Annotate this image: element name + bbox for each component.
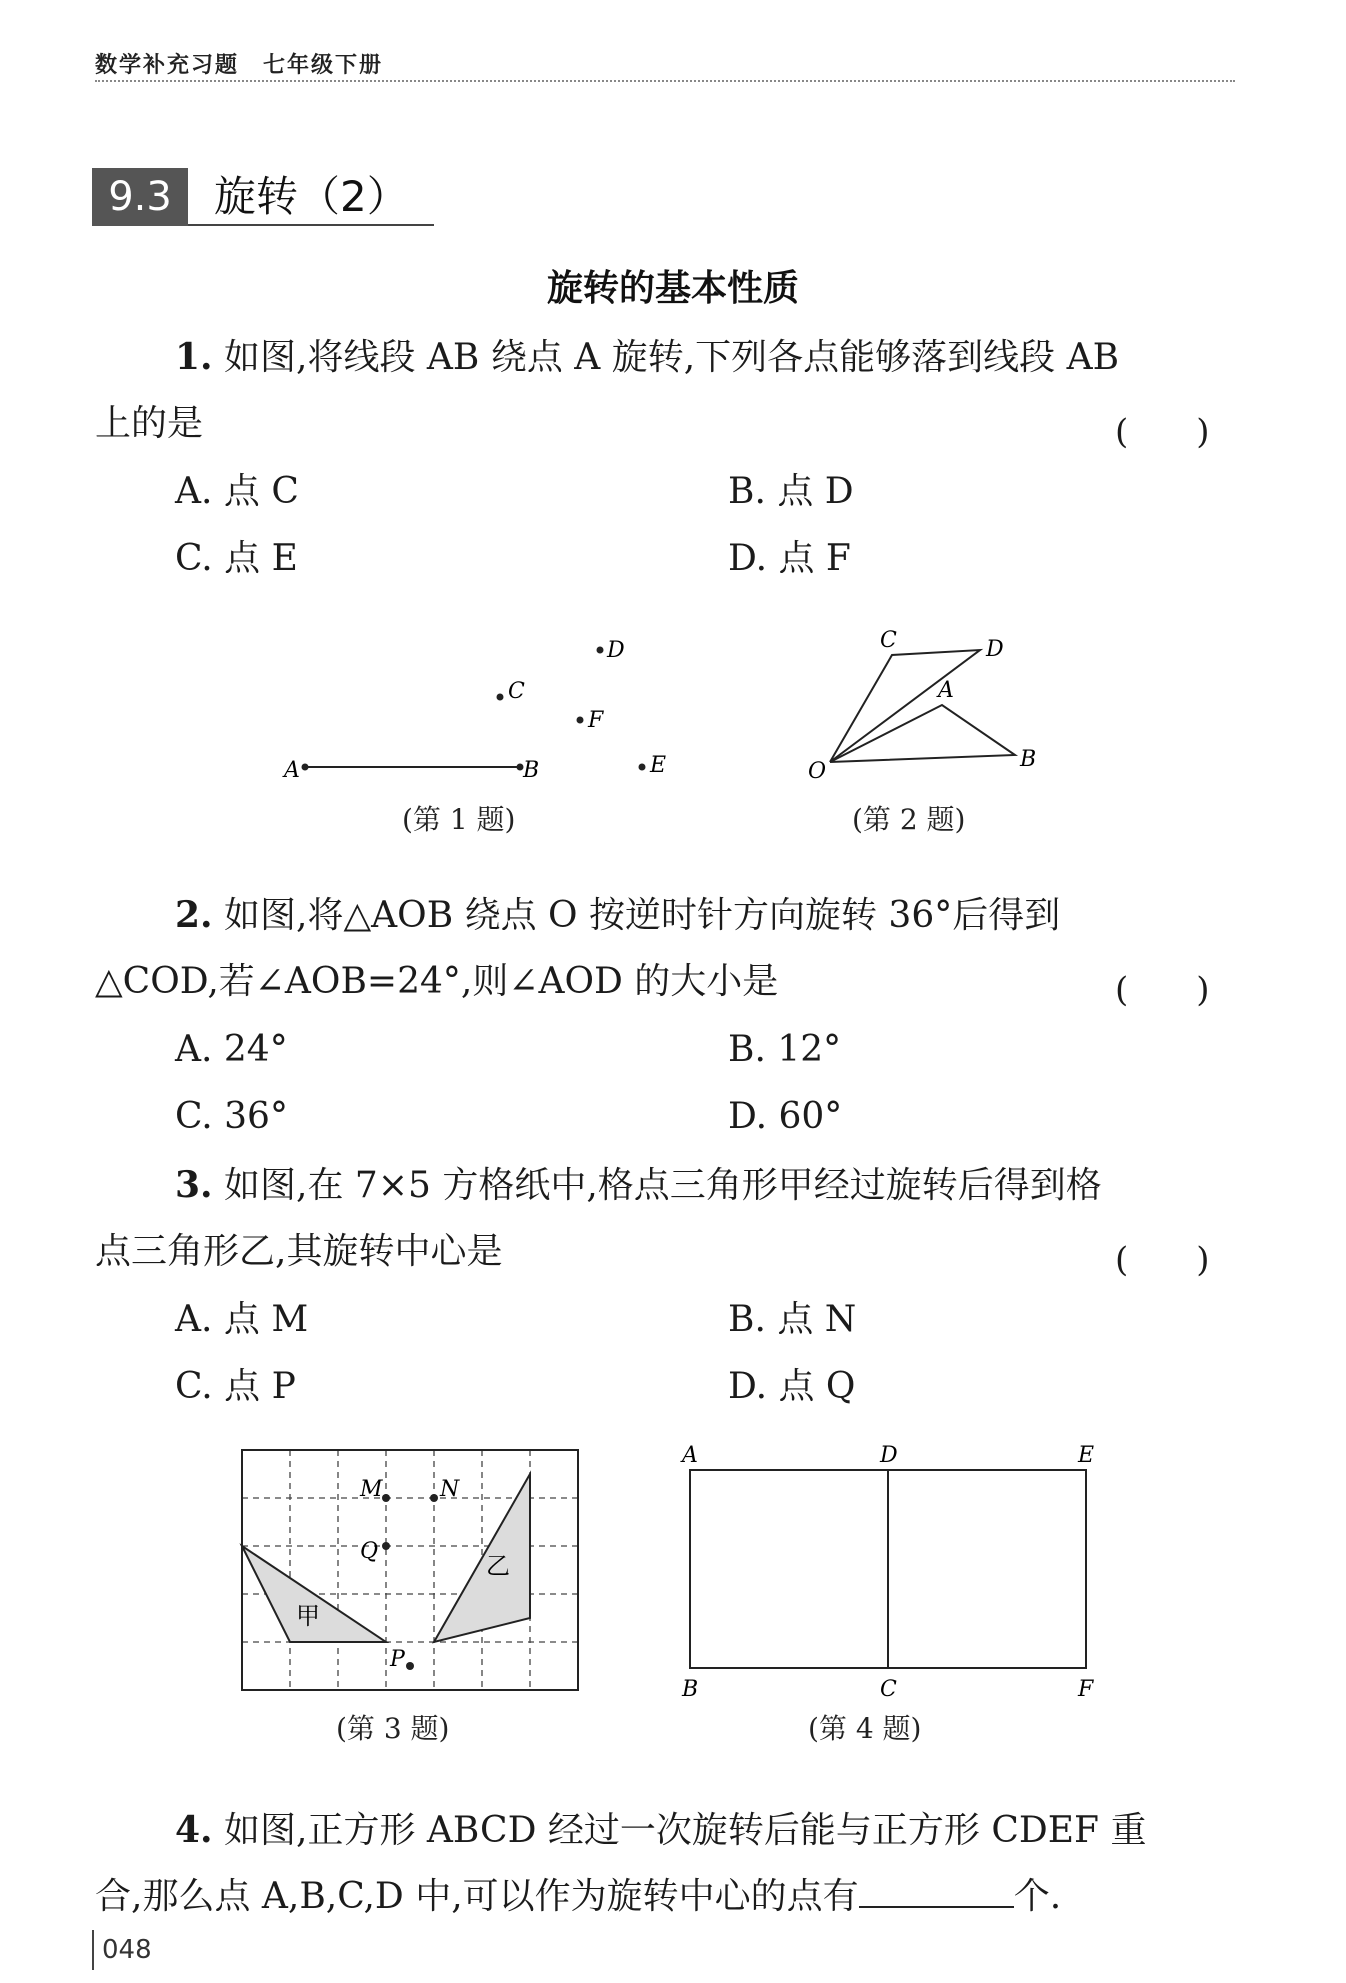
q2-option-b: B. 12° [728,1029,842,1070]
label-a: A [938,678,954,703]
label-e: E [650,753,667,778]
point-q [382,1542,390,1550]
q2-option-a: A. 24° [175,1029,288,1070]
q4-text-1: 如图,正方形 ABCD 经过一次旋转后能与正方形 CDEF 重 [224,1810,1147,1851]
q2-line1 [175,893,1060,938]
section-title: 旋转（2） [214,172,409,221]
q1-number: 1. [175,336,213,378]
label-c: C [880,1677,897,1700]
q2-answer-paren: ( ) [1115,970,1210,1010]
q3-option-b: B. 点 N [728,1299,857,1340]
q4-answer-blank[interactable] [859,1876,1014,1908]
page-number-bar [92,1930,94,1970]
q2-line2: △COD,若∠AOB=24°,则∠AOD 的大小是 [95,961,779,1002]
q4-number: 4. [175,1809,213,1851]
q4-line1 [175,1808,1146,1853]
label-c: C [508,679,525,704]
label-a: A [284,758,300,783]
figure-2-caption: (第 2 题) [852,803,966,836]
q1-option-a: A. 点 C [175,471,299,512]
point-e [639,764,646,771]
q3-option-c: C. 点 P [175,1366,296,1407]
q1-line1 [175,335,1119,380]
label-a: A [682,1443,698,1468]
q3-text-1: 如图,在 7×5 方格纸中,格点三角形甲经过旋转后得到格 [224,1165,1102,1206]
q4-text-2b: 个. [1013,1876,1062,1917]
figure-3 [230,1440,590,1700]
subheading: 旋转的基本性质 [546,268,799,309]
figure-1-caption: (第 1 题) [402,803,516,836]
header-rule [95,80,1235,82]
label-f: F [588,708,604,733]
q1-answer-paren: ( ) [1115,412,1210,452]
label-b: B [523,758,540,783]
q1-line2: 上的是 [95,403,204,444]
q2-number: 2. [175,894,213,936]
point-a [302,764,309,771]
section-rule [188,224,434,226]
point-c [497,694,504,701]
q1-text-1: 如图,将线段 AB 绕点 A 旋转,下列各点能够落到线段 AB [224,337,1120,378]
label-n: N [440,1477,460,1502]
q3-option-a: A. 点 M [175,1299,309,1340]
point-p [406,1662,414,1670]
label-e: E [1078,1443,1095,1468]
q2-option-d: D. 60° [728,1096,843,1137]
label-b: B [1020,747,1037,772]
triangle-cod [830,650,980,762]
point-m [382,1494,390,1502]
label-d: D [986,637,1004,662]
q3-line1 [175,1163,1102,1208]
label-f: F [1078,1677,1094,1700]
label-p: P [390,1647,405,1672]
figure-3-caption: (第 3 题) [336,1712,450,1745]
q3-answer-paren: ( ) [1115,1240,1210,1280]
book-header: 数学补充习题 七年级下册 [95,53,384,78]
q3-number: 3. [175,1164,213,1206]
q4-line2 [95,1875,1061,1919]
label-q: Q [360,1539,379,1564]
label-yi: 乙 [486,1552,510,1580]
label-jia: 甲 [296,1602,320,1630]
page-number: 048 [102,1935,152,1965]
section-number: 9.3 [92,168,188,226]
label-d: D [607,638,625,663]
q3-line2: 点三角形乙,其旋转中心是 [95,1231,503,1272]
q1-option-d: D. 点 F [728,538,851,579]
q2-text-1: 如图,将△AOB 绕点 O 按逆时针方向旋转 36°后得到 [224,895,1061,936]
figure-4 [660,1440,1100,1700]
q1-option-b: B. 点 D [728,471,854,512]
point-f [577,717,584,724]
label-o: O [808,759,827,784]
point-n [430,1494,438,1502]
q3-option-d: D. 点 Q [728,1366,856,1407]
label-d: D [880,1443,898,1468]
q1-option-c: C. 点 E [175,538,298,579]
figure-2 [790,610,1070,790]
q2-option-c: C. 36° [175,1096,288,1137]
figure-4-caption: (第 4 题) [808,1712,922,1745]
figure-1 [270,620,690,790]
label-b: B [682,1677,699,1700]
point-d [597,647,604,654]
label-c: C [880,628,897,653]
q4-text-2a: 合,那么点 A,B,C,D 中,可以作为旋转中心的点有 [95,1876,859,1917]
label-m: M [360,1477,383,1502]
